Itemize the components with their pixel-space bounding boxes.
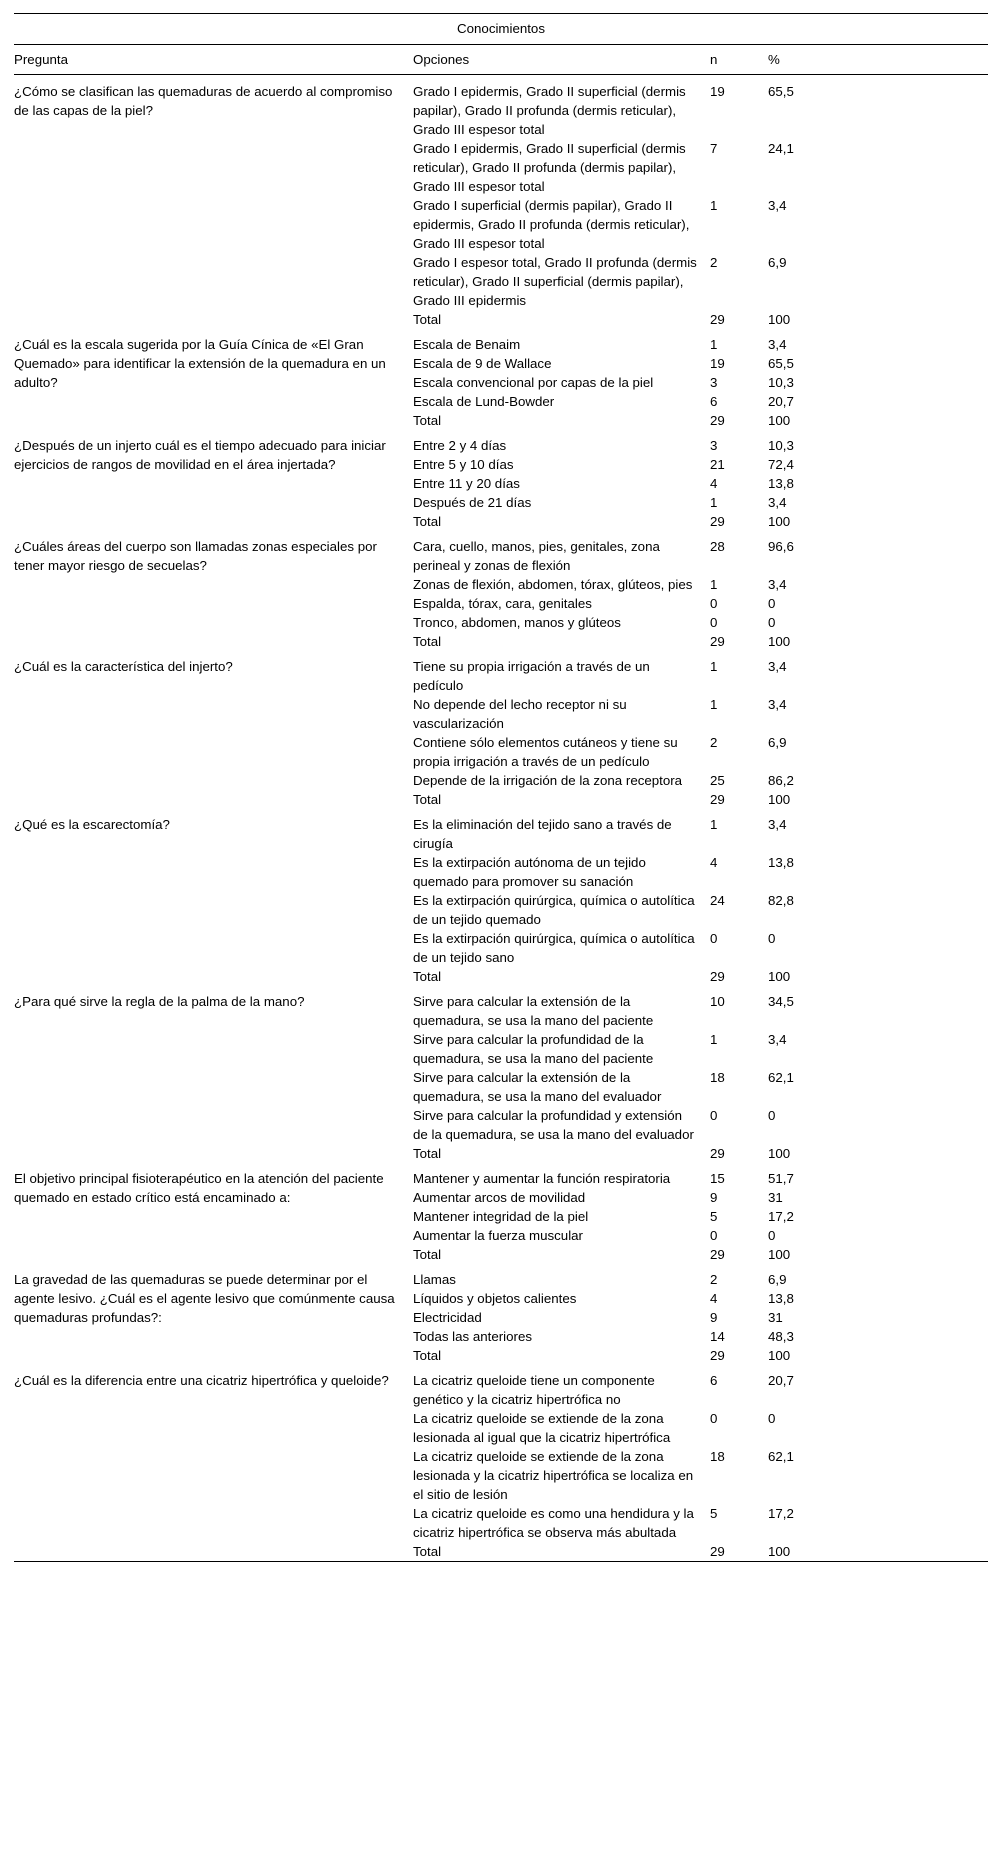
table-row bbox=[14, 75, 988, 140]
count-cell: 0 bbox=[710, 1411, 718, 1426]
percent-cell: 6,9 bbox=[768, 735, 787, 750]
percent-cell: 3,4 bbox=[768, 1032, 787, 1047]
percent-cell: 3,4 bbox=[768, 198, 787, 213]
count-cell: 29 bbox=[710, 792, 725, 807]
count-cell: 18 bbox=[710, 1449, 725, 1464]
question-text: El objetivo principal fisioterapéutico en la atención del paciente quemado en estado crítico está encaminado a: bbox=[14, 1171, 384, 1205]
question-cell bbox=[14, 651, 413, 809]
question-text: ¿Qué es la escarectomía? bbox=[14, 817, 170, 832]
question-cell bbox=[14, 809, 413, 986]
column-header-opciones: Opciones bbox=[413, 45, 710, 75]
table-title: Conocimientos bbox=[14, 14, 988, 45]
percent-cell: 48,3 bbox=[768, 1329, 794, 1344]
option-cell: La cicatriz queloide tiene un componente genético y la cicatriz hipertrófica no bbox=[413, 1373, 655, 1407]
option-cell: Zonas de flexión, abdomen, tórax, glúteos, pies bbox=[413, 577, 693, 592]
option-cell: Sirve para calcular la profundidad y extensión de la quemadura, se usa la mano del evaluador bbox=[413, 1108, 694, 1142]
percent-cell: 100 bbox=[768, 413, 791, 428]
table-row bbox=[14, 1264, 988, 1289]
count-cell: 18 bbox=[710, 1070, 725, 1085]
percent-cell: 65,5 bbox=[768, 84, 794, 99]
option-cell: Aumentar arcos de movilidad bbox=[413, 1190, 586, 1205]
option-cell: Electricidad bbox=[413, 1310, 482, 1325]
percent-cell: 31 bbox=[768, 1190, 783, 1205]
table-row bbox=[14, 329, 988, 354]
question-text: ¿Para qué sirve la regla de la palma de la mano? bbox=[14, 994, 305, 1009]
percent-cell: 17,2 bbox=[768, 1506, 794, 1521]
question-text: La gravedad de las quemaduras se puede determinar por el agente lesivo. ¿Cuál es el agente lesivo que comúnmente causa quemaduras profundas?: bbox=[14, 1272, 395, 1325]
option-cell: Mantener integridad de la piel bbox=[413, 1209, 589, 1224]
percent-cell: 10,3 bbox=[768, 375, 794, 390]
count-cell: 19 bbox=[710, 356, 725, 371]
question-cell bbox=[14, 1264, 413, 1365]
option-cell: Entre 5 y 10 días bbox=[413, 457, 514, 472]
column-header-pregunta: Pregunta bbox=[14, 45, 413, 75]
option-cell: Escala de 9 de Wallace bbox=[413, 356, 552, 371]
percent-cell: 62,1 bbox=[768, 1070, 794, 1085]
option-cell: Después de 21 días bbox=[413, 495, 532, 510]
table-row bbox=[14, 651, 988, 695]
count-cell: 29 bbox=[710, 514, 725, 529]
option-cell: Sirve para calcular la extensión de la quemadura, se usa la mano del evaluador bbox=[413, 1070, 662, 1104]
percent-cell: 13,8 bbox=[768, 1291, 794, 1306]
count-cell: 4 bbox=[710, 1291, 718, 1306]
option-cell: Es la extirpación quirúrgica, química o autolítica de un tejido sano bbox=[413, 931, 695, 965]
count-cell: 9 bbox=[710, 1310, 718, 1325]
count-cell: 1 bbox=[710, 577, 718, 592]
percent-cell: 0 bbox=[768, 1108, 776, 1123]
option-cell: Total bbox=[413, 634, 442, 649]
percent-cell: 0 bbox=[768, 615, 776, 630]
count-cell: 28 bbox=[710, 539, 725, 554]
count-cell: 21 bbox=[710, 457, 725, 472]
percent-cell: 13,8 bbox=[768, 476, 794, 491]
question-cell bbox=[14, 1163, 413, 1264]
option-cell: Sirve para calcular la extensión de la quemadura, se usa la mano del paciente bbox=[413, 994, 654, 1028]
count-cell: 9 bbox=[710, 1190, 718, 1205]
count-cell: 1 bbox=[710, 198, 718, 213]
count-cell: 0 bbox=[710, 931, 718, 946]
table-body bbox=[14, 75, 988, 1562]
table-header bbox=[14, 14, 988, 75]
column-header-percent: % bbox=[768, 45, 988, 75]
percent-cell: 100 bbox=[768, 312, 791, 327]
percent-cell: 100 bbox=[768, 1247, 791, 1262]
table-row bbox=[14, 531, 988, 575]
percent-cell: 0 bbox=[768, 1411, 776, 1426]
count-cell: 7 bbox=[710, 141, 718, 156]
table-title-row bbox=[14, 14, 988, 45]
knowledge-results-table bbox=[14, 13, 988, 1561]
percent-cell: 51,7 bbox=[768, 1171, 794, 1186]
option-cell: Tronco, abdomen, manos y glúteos bbox=[413, 615, 621, 630]
percent-cell: 100 bbox=[768, 1544, 791, 1559]
option-cell: Mantener y aumentar la función respiratoria bbox=[413, 1171, 671, 1186]
percent-cell: 82,8 bbox=[768, 893, 794, 908]
option-cell: Sirve para calcular la profundidad de la quemadura, se usa la mano del paciente bbox=[413, 1032, 654, 1066]
percent-cell: 100 bbox=[768, 634, 791, 649]
option-cell: Total bbox=[413, 312, 442, 327]
count-cell: 29 bbox=[710, 634, 725, 649]
option-cell: Entre 11 y 20 días bbox=[413, 476, 520, 491]
percent-cell: 3,4 bbox=[768, 337, 787, 352]
column-header-row bbox=[14, 45, 988, 75]
document-page bbox=[0, 13, 1000, 1875]
count-cell: 10 bbox=[710, 994, 725, 1009]
percent-cell: 3,4 bbox=[768, 697, 787, 712]
count-cell: 0 bbox=[710, 596, 718, 611]
count-cell: 5 bbox=[710, 1209, 718, 1224]
count-cell: 0 bbox=[710, 1228, 718, 1243]
percent-cell: 13,8 bbox=[768, 855, 794, 870]
count-cell: 6 bbox=[710, 1373, 718, 1388]
percent-cell: 96,6 bbox=[768, 539, 794, 554]
question-cell bbox=[14, 986, 413, 1163]
option-cell: Espalda, tórax, cara, genitales bbox=[413, 596, 592, 611]
option-cell: Escala convencional por capas de la piel bbox=[413, 375, 654, 390]
table-row bbox=[14, 1163, 988, 1188]
percent-cell: 20,7 bbox=[768, 1373, 794, 1388]
count-cell: 0 bbox=[710, 1108, 718, 1123]
count-cell: 4 bbox=[710, 476, 718, 491]
count-cell: 19 bbox=[710, 84, 725, 99]
percent-cell: 100 bbox=[768, 1348, 791, 1363]
option-cell: Llamas bbox=[413, 1272, 456, 1287]
percent-cell: 31 bbox=[768, 1310, 783, 1325]
count-cell: 1 bbox=[710, 337, 718, 352]
percent-cell: 100 bbox=[768, 969, 791, 984]
percent-cell: 24,1 bbox=[768, 141, 794, 156]
count-cell: 29 bbox=[710, 1544, 725, 1559]
count-cell: 2 bbox=[710, 735, 718, 750]
option-cell: Total bbox=[413, 792, 442, 807]
question-cell bbox=[14, 430, 413, 531]
count-cell: 29 bbox=[710, 1247, 725, 1262]
count-cell: 3 bbox=[710, 438, 718, 453]
option-cell: Es la extirpación autónoma de un tejido quemado para promover su sanación bbox=[413, 855, 646, 889]
question-text: ¿Cuáles áreas del cuerpo son llamadas zonas especiales por tener mayor riesgo de secuelas? bbox=[14, 539, 377, 573]
count-cell: 29 bbox=[710, 1348, 725, 1363]
option-cell: Depende de la irrigación de la zona receptora bbox=[413, 773, 683, 788]
option-cell: Grado I espesor total, Grado II profunda (dermis reticular), Grado II superficial (dermis papilar), Grado III epidermis bbox=[413, 255, 697, 308]
option-cell: Cara, cuello, manos, pies, genitales, zona perineal y zonas de flexión bbox=[413, 539, 660, 573]
percent-cell: 0 bbox=[768, 596, 776, 611]
percent-cell: 34,5 bbox=[768, 994, 794, 1009]
table-bottom-rule bbox=[14, 1561, 988, 1562]
count-cell: 4 bbox=[710, 855, 718, 870]
percent-cell: 72,4 bbox=[768, 457, 794, 472]
count-cell: 25 bbox=[710, 773, 725, 788]
question-text: ¿Después de un injerto cuál es el tiempo adecuado para iniciar ejercicios de rangos de movilidad en el área injertada? bbox=[14, 438, 386, 472]
option-cell: Total bbox=[413, 969, 442, 984]
percent-cell: 10,3 bbox=[768, 438, 794, 453]
question-text: ¿Cómo se clasifican las quemaduras de acuerdo al compromiso de las capas de la piel? bbox=[14, 84, 393, 118]
question-text: ¿Cuál es la característica del injerto? bbox=[14, 659, 233, 674]
percent-cell: 65,5 bbox=[768, 356, 794, 371]
option-cell: No depende del lecho receptor ni su vascularización bbox=[413, 697, 627, 731]
option-cell: Líquidos y objetos calientes bbox=[413, 1291, 577, 1306]
count-cell: 29 bbox=[710, 1146, 725, 1161]
percent-cell: 62,1 bbox=[768, 1449, 794, 1464]
option-cell: La cicatriz queloide es como una hendidura y la cicatriz hipertrófica se observa más abultada bbox=[413, 1506, 694, 1540]
option-cell: Total bbox=[413, 514, 442, 529]
percent-cell: 20,7 bbox=[768, 394, 794, 409]
column-header-n: n bbox=[710, 45, 768, 75]
table-row bbox=[14, 986, 988, 1030]
option-cell: Todas las anteriores bbox=[413, 1329, 532, 1344]
question-text: ¿Cuál es la escala sugerida por la Guía Cínica de «El Gran Quemado» para identificar la extensión de la quemadura en un adulto? bbox=[14, 337, 386, 390]
count-cell: 0 bbox=[710, 615, 718, 630]
count-cell: 1 bbox=[710, 1032, 718, 1047]
option-cell: Grado I superficial (dermis papilar), Grado II epidermis, Grado II profunda (dermis reticular), Grado III espesor total bbox=[413, 198, 690, 251]
option-cell: Aumentar la fuerza muscular bbox=[413, 1228, 583, 1243]
count-cell: 2 bbox=[710, 255, 718, 270]
percent-cell: 100 bbox=[768, 514, 791, 529]
question-cell bbox=[14, 1365, 413, 1561]
percent-cell: 6,9 bbox=[768, 255, 787, 270]
count-cell: 29 bbox=[710, 969, 725, 984]
percent-cell: 86,2 bbox=[768, 773, 794, 788]
table-row bbox=[14, 430, 988, 455]
percent-cell: 3,4 bbox=[768, 577, 787, 592]
question-text: ¿Cuál es la diferencia entre una cicatriz hipertrófica y queloide? bbox=[14, 1373, 389, 1388]
question-cell bbox=[14, 329, 413, 430]
percent-cell: 0 bbox=[768, 931, 776, 946]
count-cell: 6 bbox=[710, 394, 718, 409]
option-cell: La cicatriz queloide se extiende de la zona lesionada y la cicatriz hipertrófica se localiza en el sitio de lesión bbox=[413, 1449, 694, 1502]
question-cell bbox=[14, 75, 413, 330]
option-cell: Grado I epidermis, Grado II superficial (dermis reticular), Grado II profunda (dermis papilar), Grado III espesor total bbox=[413, 141, 686, 194]
count-cell: 1 bbox=[710, 817, 718, 832]
count-cell: 15 bbox=[710, 1171, 725, 1186]
option-cell: Contiene sólo elementos cutáneos y tiene su propia irrigación a través de un pedículo bbox=[413, 735, 678, 769]
count-cell: 5 bbox=[710, 1506, 718, 1521]
count-cell: 24 bbox=[710, 893, 725, 908]
count-cell: 1 bbox=[710, 659, 718, 674]
option-cell: Total bbox=[413, 413, 442, 428]
percent-cell: 3,4 bbox=[768, 495, 787, 510]
count-cell: 1 bbox=[710, 697, 718, 712]
option-cell: Escala de Benaim bbox=[413, 337, 521, 352]
percent-cell: 100 bbox=[768, 792, 791, 807]
option-cell: Total bbox=[413, 1544, 442, 1559]
percent-cell: 0 bbox=[768, 1228, 776, 1243]
percent-cell: 3,4 bbox=[768, 659, 787, 674]
count-cell: 1 bbox=[710, 495, 718, 510]
option-cell: Es la eliminación del tejido sano a través de cirugía bbox=[413, 817, 672, 851]
table-row bbox=[14, 809, 988, 853]
count-cell: 3 bbox=[710, 375, 718, 390]
count-cell: 29 bbox=[710, 312, 725, 327]
option-cell: Total bbox=[413, 1348, 442, 1363]
option-cell: Total bbox=[413, 1247, 442, 1262]
percent-cell: 17,2 bbox=[768, 1209, 794, 1224]
count-cell: 2 bbox=[710, 1272, 718, 1287]
option-cell: Total bbox=[413, 1146, 442, 1161]
option-cell: Es la extirpación quirúrgica, química o autolítica de un tejido quemado bbox=[413, 893, 695, 927]
percent-cell: 100 bbox=[768, 1146, 791, 1161]
option-cell: Grado I epidermis, Grado II superficial (dermis papilar), Grado II profunda (dermis reticular), Grado III espesor total bbox=[413, 84, 686, 137]
option-cell: Escala de Lund-Bowder bbox=[413, 394, 555, 409]
count-cell: 29 bbox=[710, 413, 725, 428]
option-cell: La cicatriz queloide se extiende de la zona lesionada al igual que la cicatriz hipertrófica bbox=[413, 1411, 671, 1445]
percent-cell: 3,4 bbox=[768, 817, 787, 832]
option-cell: Tiene su propia irrigación a través de un pedículo bbox=[413, 659, 650, 693]
percent-cell: 6,9 bbox=[768, 1272, 787, 1287]
table-row bbox=[14, 1365, 988, 1409]
count-cell: 14 bbox=[710, 1329, 725, 1344]
option-cell: Entre 2 y 4 días bbox=[413, 438, 507, 453]
question-cell bbox=[14, 531, 413, 651]
